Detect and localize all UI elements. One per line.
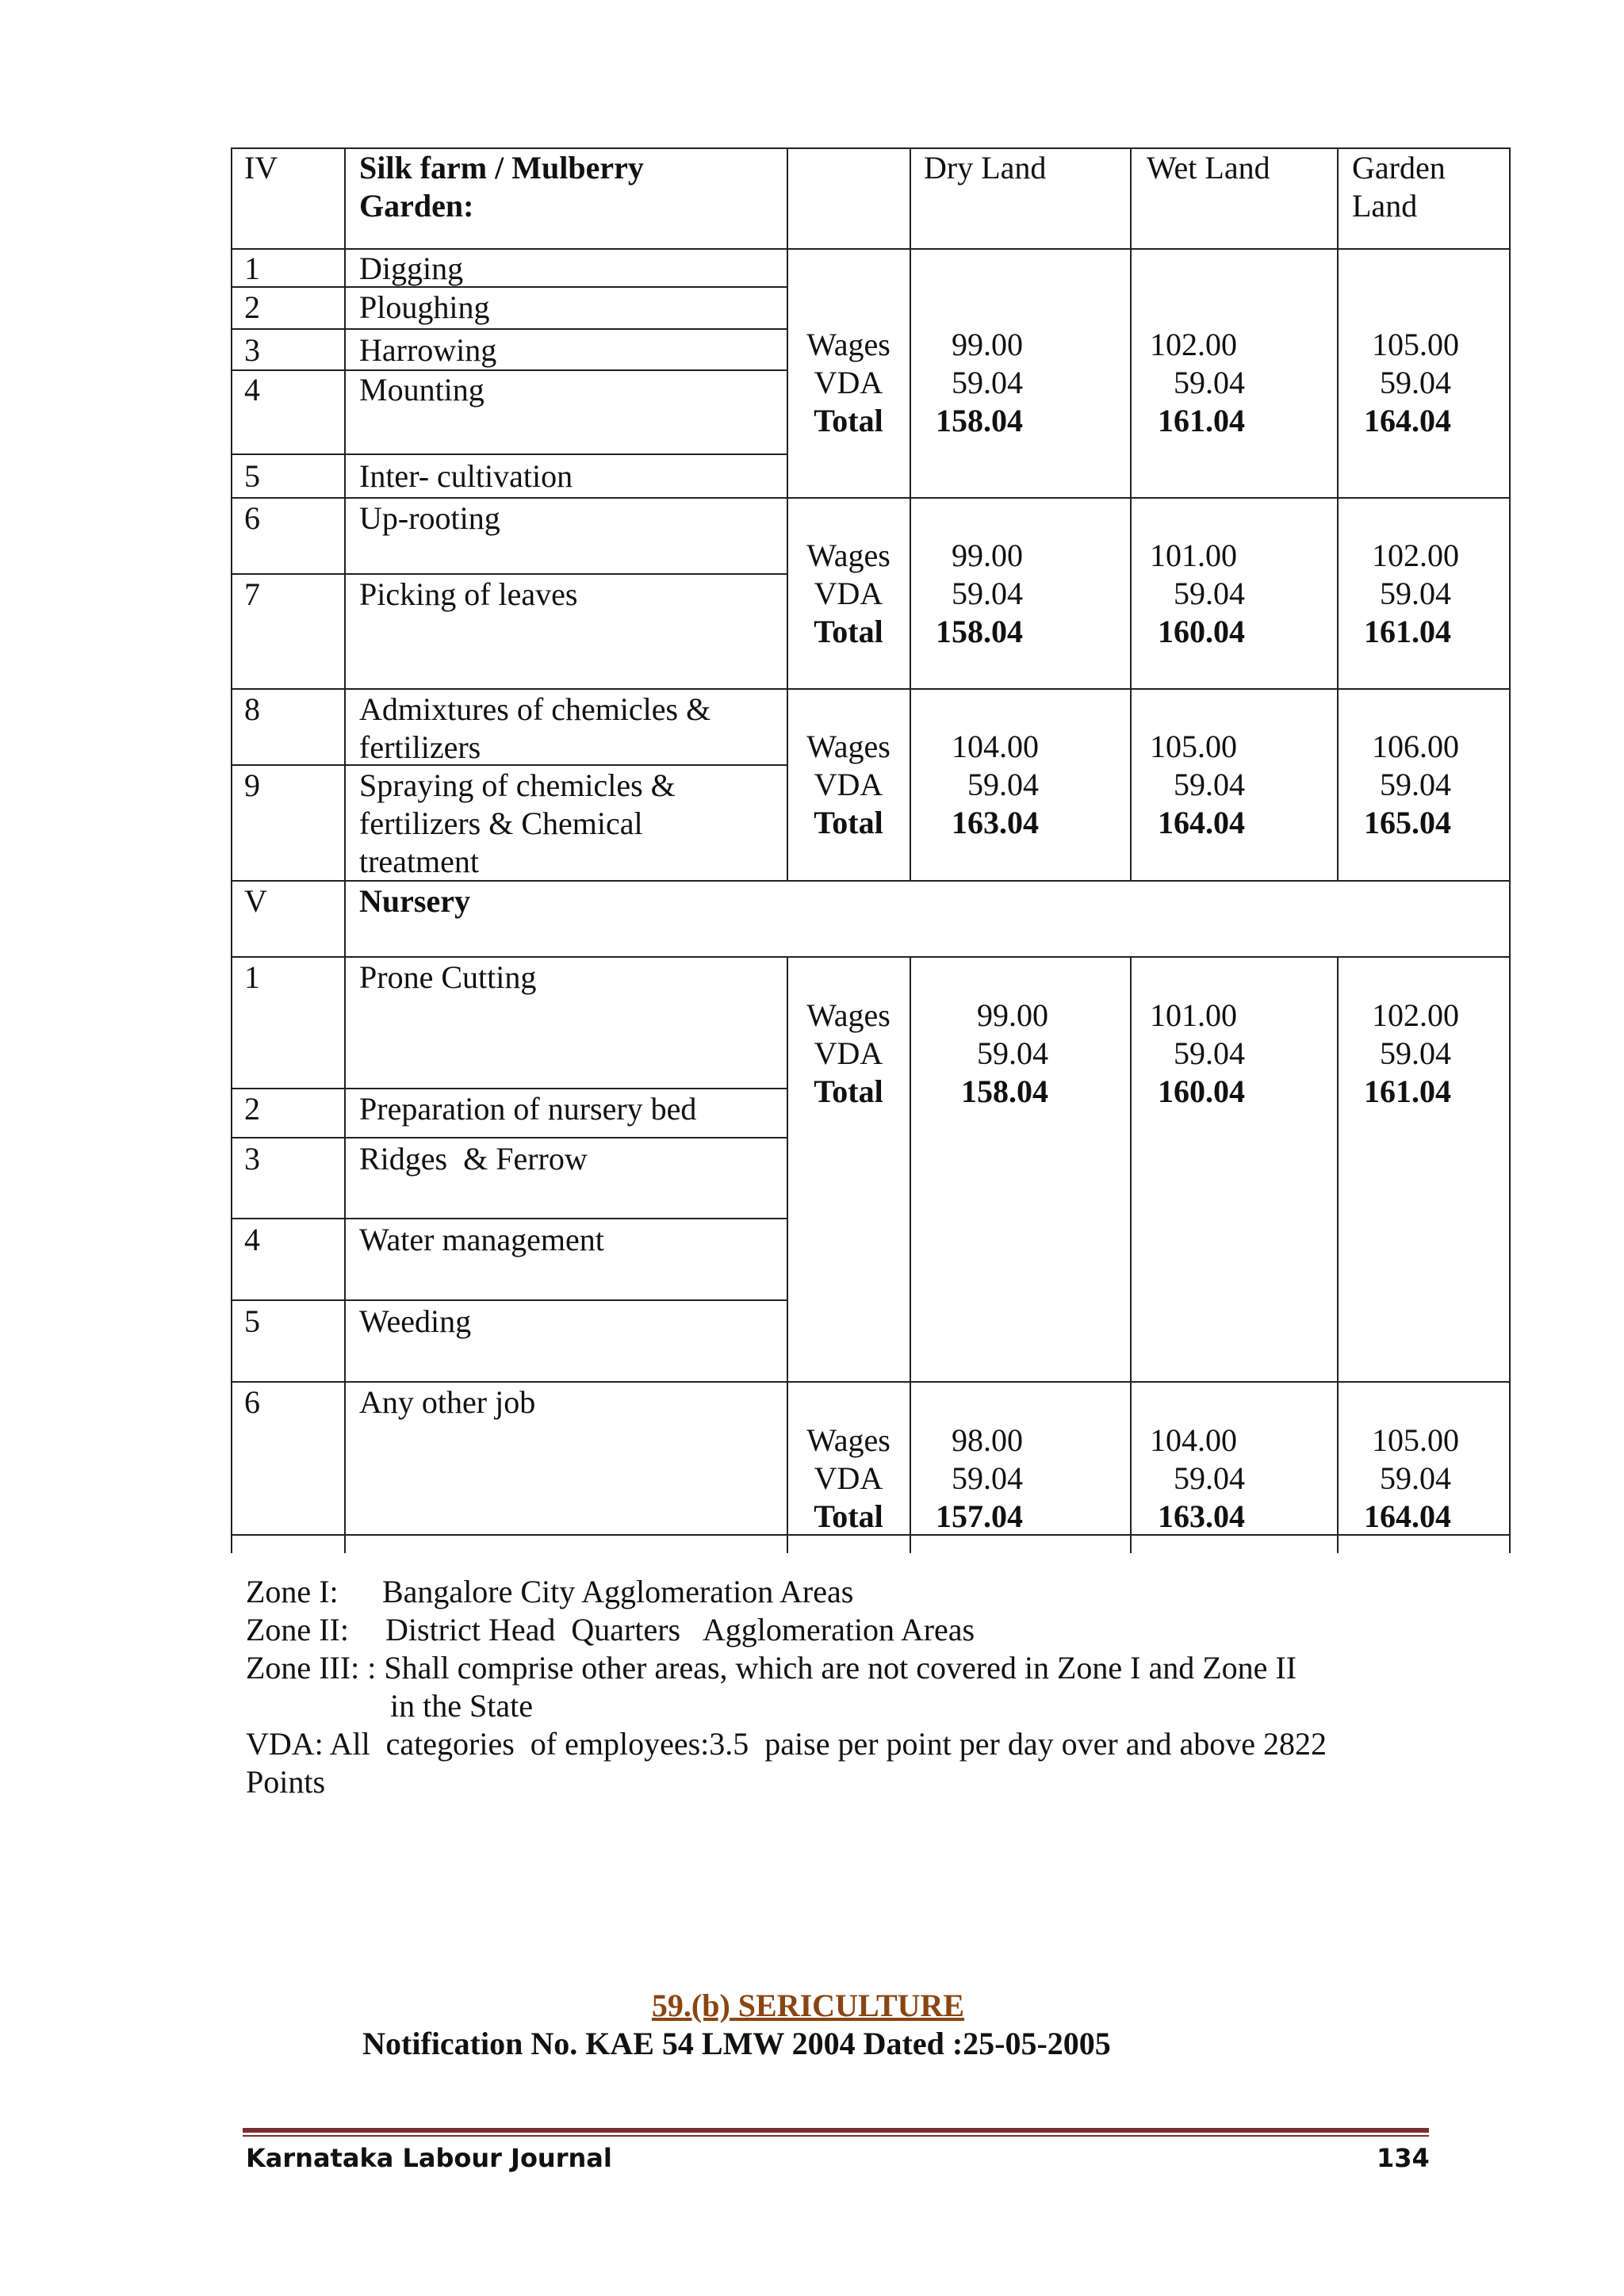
dry-wages: 99.00 xyxy=(977,997,1048,1033)
vda-note: VDA: All categories of employees:3.5 paise per point per day over and above 2822 xyxy=(246,1726,1327,1762)
total-label: Total xyxy=(814,805,883,840)
row-num: 4 xyxy=(244,372,260,408)
wet-vda: 59.04 xyxy=(1174,365,1245,400)
wet-total: 161.04 xyxy=(1158,403,1245,438)
zone2-text: District Head Quarters Agglomeration Areas xyxy=(385,1612,975,1647)
row-line-group1-bottom xyxy=(231,497,1511,499)
dry-wages: 104.00 xyxy=(952,729,1039,764)
dry-total: 158.04 xyxy=(961,1073,1048,1109)
wet-wages: 102.00 xyxy=(1150,327,1237,362)
table-border-left xyxy=(231,147,232,1553)
row-num: 2 xyxy=(244,289,260,325)
column-divider-label-lower xyxy=(910,956,911,1553)
row-item: Prone Cutting xyxy=(359,959,537,995)
dry-total: 158.04 xyxy=(936,614,1023,649)
row-num: 6 xyxy=(244,500,260,536)
dry-total: 157.04 xyxy=(936,1498,1023,1534)
row-line-n2 xyxy=(231,1137,787,1138)
row-line-group4-bottom xyxy=(231,1381,1511,1383)
vda-label: VDA xyxy=(814,576,883,611)
garden-total: 164.04 xyxy=(1364,403,1451,438)
vda-note-continuation: Points xyxy=(246,1764,326,1800)
wet-vda: 59.04 xyxy=(1174,576,1245,611)
row-line-6 xyxy=(231,573,787,575)
column-divider-dry-lower xyxy=(1130,956,1132,1553)
row-num: 1 xyxy=(244,959,260,995)
row-line-n1 xyxy=(231,1088,787,1089)
zone3-text: Zone III: : Shall comprise other areas, which are not covered in Zone I and Zone II xyxy=(246,1650,1297,1686)
page-number: 134 xyxy=(1377,2143,1430,2173)
dry-vda: 59.04 xyxy=(952,576,1023,611)
garden-wages: 105.00 xyxy=(1372,327,1459,362)
row-num: 6 xyxy=(244,1384,260,1420)
zone3-continuation: in the State xyxy=(390,1688,533,1724)
garden-total: 161.04 xyxy=(1364,614,1451,649)
header-num: IV xyxy=(244,150,278,186)
row-line-nursery-bottom xyxy=(231,956,1511,958)
footer-rule-thin xyxy=(243,2135,1429,2137)
row-line-n4 xyxy=(231,1299,787,1301)
garden-wages: 106.00 xyxy=(1372,729,1459,764)
row-item: Preparation of nursery bed xyxy=(359,1091,697,1127)
row-line-group2-bottom xyxy=(231,688,1511,690)
wet-total: 164.04 xyxy=(1158,805,1245,840)
dry-wages: 99.00 xyxy=(952,327,1023,362)
row-num: 5 xyxy=(244,1303,260,1339)
row-item: Picking of leaves xyxy=(359,576,578,612)
vda-label: VDA xyxy=(814,1460,883,1496)
row-item: Ridges & Ferrow xyxy=(359,1141,588,1177)
row-item: Inter- cultivation xyxy=(359,458,573,494)
wages-label: Wages xyxy=(806,327,891,362)
dry-vda: 59.04 xyxy=(977,1035,1048,1071)
row-item: Up-rooting xyxy=(359,500,500,536)
wet-vda: 59.04 xyxy=(1174,1460,1245,1496)
dry-wages: 98.00 xyxy=(952,1422,1023,1458)
dry-total: 163.04 xyxy=(952,805,1039,840)
garden-vda: 59.04 xyxy=(1380,1035,1451,1071)
wet-wages: 105.00 xyxy=(1150,729,1237,764)
wages-label: Wages xyxy=(806,538,891,573)
garden-vda: 59.04 xyxy=(1380,767,1451,802)
row-num: 5 xyxy=(244,458,260,494)
dry-vda: 59.04 xyxy=(952,1460,1023,1496)
column-divider-item-lower xyxy=(787,956,788,1553)
wet-total: 160.04 xyxy=(1158,1073,1245,1109)
row-item: Ploughing xyxy=(359,289,490,325)
column-divider-item xyxy=(787,147,788,880)
zone1-text: Bangalore City Agglomeration Areas xyxy=(382,1574,854,1609)
wet-wages: 101.00 xyxy=(1150,997,1237,1033)
garden-wages: 102.00 xyxy=(1372,538,1459,573)
column-divider-label xyxy=(910,147,911,880)
garden-total: 164.04 xyxy=(1364,1498,1451,1534)
row-line-2 xyxy=(231,328,787,330)
row-line-3 xyxy=(231,369,787,371)
zone1-label: Zone I: xyxy=(246,1574,339,1609)
column-divider-num xyxy=(344,147,346,1553)
total-label: Total xyxy=(814,1073,883,1109)
wet-wages: 104.00 xyxy=(1150,1422,1237,1458)
column-divider-wet xyxy=(1337,147,1339,880)
wet-vda: 59.04 xyxy=(1174,1035,1245,1071)
wet-total: 163.04 xyxy=(1158,1498,1245,1534)
dry-vda: 59.04 xyxy=(967,767,1039,802)
dry-wages: 99.00 xyxy=(952,538,1023,573)
total-label: Total xyxy=(814,614,883,649)
row-line-4 xyxy=(231,453,787,455)
row-item: Water management xyxy=(359,1222,604,1257)
footer-journal-title: Karnataka Labour Journal xyxy=(246,2143,612,2173)
wages-label: Wages xyxy=(806,997,891,1033)
notification-line: Notification No. KAE 54 LMW 2004 Dated :25-05-2005 xyxy=(362,2026,1111,2061)
total-label: Total xyxy=(814,1498,883,1534)
row-num: 9 xyxy=(244,767,260,803)
garden-wages: 105.00 xyxy=(1372,1422,1459,1458)
wet-vda: 59.04 xyxy=(1174,767,1245,802)
header-garden-land: Garden Land xyxy=(1352,150,1446,224)
wet-total: 160.04 xyxy=(1158,614,1245,649)
garden-wages: 102.00 xyxy=(1372,997,1459,1033)
row-item: Weeding xyxy=(359,1303,472,1339)
row-num: 7 xyxy=(244,576,260,612)
row-num: 4 xyxy=(244,1222,260,1257)
row-line-1 xyxy=(231,286,787,288)
garden-total: 161.04 xyxy=(1364,1073,1451,1109)
dry-total: 158.04 xyxy=(936,403,1023,438)
vda-label: VDA xyxy=(814,365,883,400)
row-num: 3 xyxy=(244,1141,260,1177)
row-item: Spraying of chemicles & fertilizers & Chemical treatment xyxy=(359,767,676,879)
row-num: 2 xyxy=(244,1091,260,1127)
row-item: Any other job xyxy=(359,1384,536,1420)
garden-total: 165.04 xyxy=(1364,805,1451,840)
dry-vda: 59.04 xyxy=(952,365,1023,400)
section-heading xyxy=(0,1987,1624,2025)
column-divider-wet-lower xyxy=(1337,956,1339,1553)
row-item: Harrowing xyxy=(359,332,497,368)
nursery-title: Nursery xyxy=(359,883,470,919)
vda-label: VDA xyxy=(814,1035,883,1071)
garden-vda: 59.04 xyxy=(1380,1460,1451,1496)
row-item: Admixtures of chemicles & fertilizers xyxy=(359,691,711,765)
footer-rule xyxy=(243,2128,1429,2133)
zone2-label: Zone II: xyxy=(246,1612,349,1647)
garden-vda: 59.04 xyxy=(1380,365,1451,400)
row-item: Digging xyxy=(359,251,464,286)
total-label: Total xyxy=(814,403,883,438)
table-border-right xyxy=(1509,147,1511,1553)
row-num: 1 xyxy=(244,251,260,286)
nursery-num: V xyxy=(244,883,267,919)
header-dry-land: Dry Land xyxy=(924,150,1047,186)
header-title: Silk farm / Mulberry Garden: xyxy=(359,150,644,224)
wet-wages: 101.00 xyxy=(1150,538,1237,573)
row-num: 8 xyxy=(244,691,260,727)
wages-label: Wages xyxy=(806,1422,891,1458)
section-heading-text: 59.(b) SERICULTURE xyxy=(651,1988,965,2023)
garden-vda: 59.04 xyxy=(1380,576,1451,611)
row-item: Mounting xyxy=(359,372,485,408)
header-wet-land: Wet Land xyxy=(1147,150,1270,186)
vda-label: VDA xyxy=(814,767,883,802)
wages-label: Wages xyxy=(806,729,891,764)
row-line-n3 xyxy=(231,1218,787,1219)
column-divider-dry xyxy=(1130,147,1132,880)
row-num: 3 xyxy=(244,332,260,368)
